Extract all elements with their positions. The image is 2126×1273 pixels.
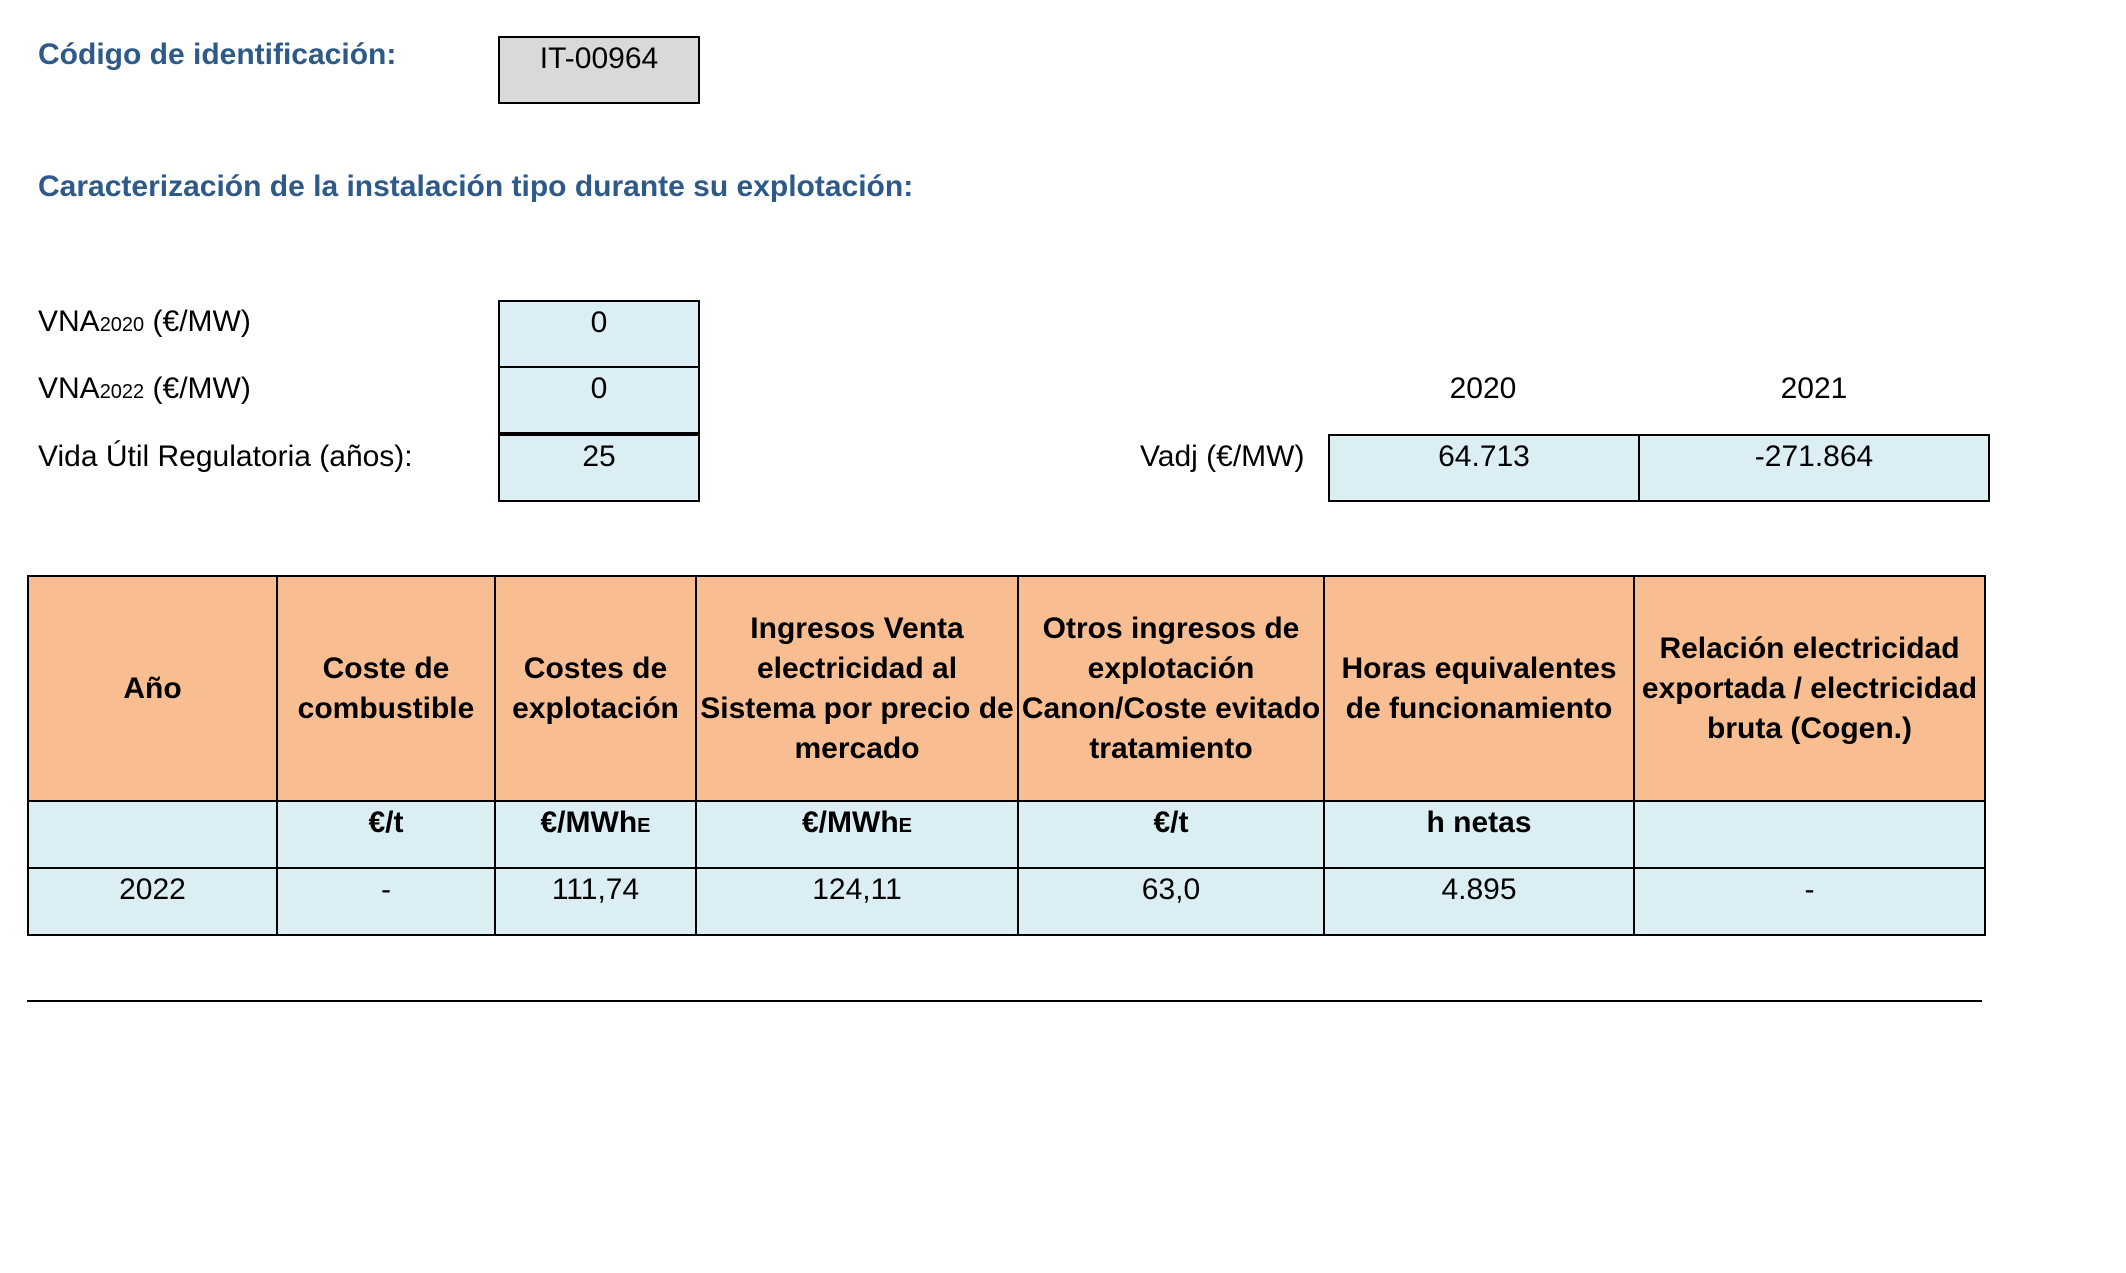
- vadj-year-2021: 2021: [1780, 372, 1848, 405]
- cell-anio: 2022: [28, 868, 277, 935]
- table-units-row: [28, 801, 1985, 868]
- cell-relacion: -: [1634, 868, 1985, 935]
- header-anio: Año: [28, 576, 277, 801]
- unit-horas: h netas: [1324, 801, 1634, 868]
- header-relacion-electricidad: Relación electricidad exportada / electricidad bruta (Cogen.): [1634, 576, 1985, 801]
- unit-coste-combustible: €/t: [277, 801, 495, 868]
- vna2020-label: VNA2020 (€/MW): [38, 305, 251, 338]
- header-costes-explotacion: Costes de explotación: [495, 576, 696, 801]
- cell-coste-combustible: -: [277, 868, 495, 935]
- cell-otros-ingresos: 63,0: [1018, 868, 1324, 935]
- vida-value: 25: [498, 434, 700, 502]
- bottom-divider: [27, 1000, 1982, 1002]
- vadj-value-2021: -271.864: [1638, 434, 1990, 502]
- header-ingresos-venta: Ingresos Venta electricidad al Sistema por precio de mercado: [696, 576, 1018, 801]
- explotacion-table: [27, 575, 1986, 936]
- unit-costes-explotacion: €/MWhE: [495, 801, 696, 868]
- vna2020-value: 0: [498, 300, 700, 368]
- vadj-label: Vadj (€/MW): [1140, 440, 1305, 473]
- unit-relacion: [1634, 801, 1985, 868]
- vna2022-label: VNA2022 (€/MW): [38, 372, 251, 405]
- header-coste-combustible: Coste de combustible: [277, 576, 495, 801]
- header-horas-equivalentes: Horas equivalentes de funcionamiento: [1324, 576, 1634, 801]
- id-label: Código de identificación:: [38, 38, 397, 71]
- vna2022-value: 0: [498, 366, 700, 434]
- id-value: IT-00964: [498, 36, 700, 104]
- vadj-value-2020: 64.713: [1328, 434, 1640, 502]
- unit-ingresos-venta: €/MWhE: [696, 801, 1018, 868]
- table-header-row: [28, 576, 1985, 801]
- table-row: [28, 868, 1985, 935]
- cell-ingresos-venta: 124,11: [696, 868, 1018, 935]
- header-otros-ingresos: Otros ingresos de explotación Canon/Coste evitado tratamiento: [1018, 576, 1324, 801]
- vida-label: Vida Útil Regulatoria (años):: [38, 440, 413, 473]
- section-title: Caracterización de la instalación tipo durante su explotación:: [38, 170, 914, 203]
- unit-otros-ingresos: €/t: [1018, 801, 1324, 868]
- cell-costes-explotacion: 111,74: [495, 868, 696, 935]
- cell-horas: 4.895: [1324, 868, 1634, 935]
- unit-anio: [28, 801, 277, 868]
- vadj-year-2020: 2020: [1449, 372, 1517, 405]
